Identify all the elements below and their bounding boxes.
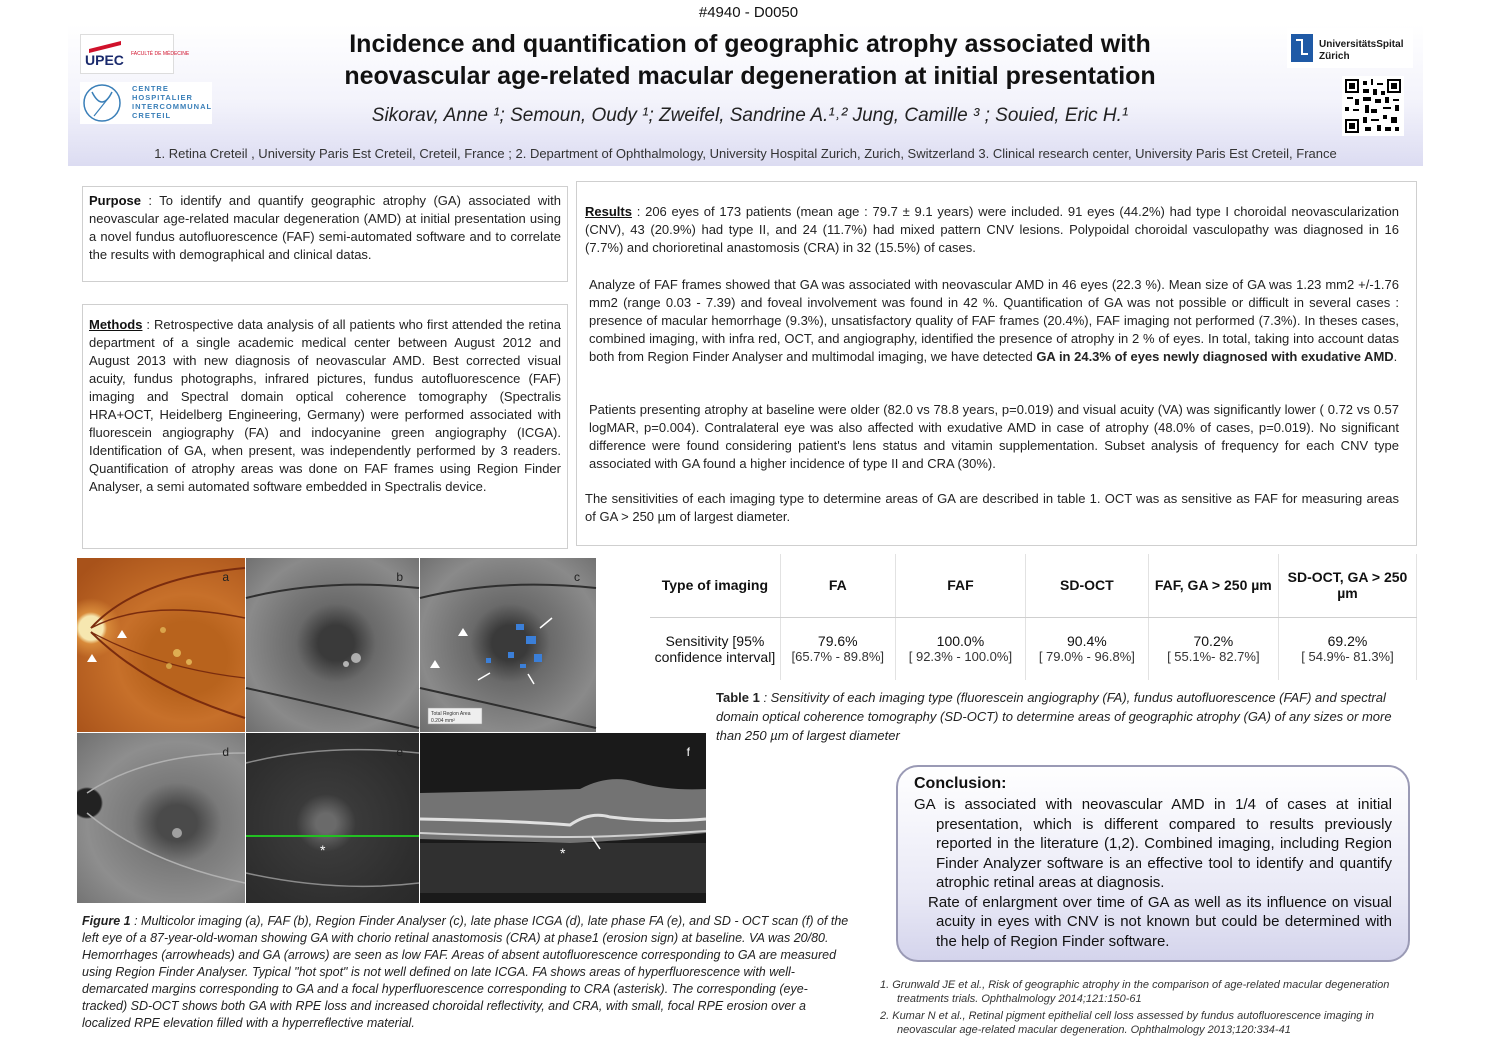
reference-item: 1. Grunwald JE et al., Risk of geographic atrophy in the comparison of age-related macular degeneration treatments trials. Ophthalmology 2014;121:150-61 (880, 979, 1390, 1005)
usz-logo (1287, 28, 1413, 68)
ga-region-overlay (420, 558, 596, 732)
results-text-2-end: . (1393, 349, 1398, 364)
panel-f-sd-oct (420, 733, 706, 903)
sensitivity-value: 79.6% (817, 633, 858, 650)
retina-vessels-e (246, 733, 419, 903)
results-text-1: : 206 eyes of 173 patients (mean age : 79.7 ± 9.1 years) were included. 91 eyes (44.2%) had type I choroidal neovascularization (CNV), 43 (20.9%) had type II, and 24 (11.7%) had mixed pattern CNV lesions. Polypoidal choroidal vasculopathy was diagnosed in 16 (7.7%) and chorioretinal anastomosis (CRA) in 32 (15.5%) of cases. (585, 204, 1399, 255)
table-cell (1278, 617, 1416, 680)
panel-label-b: b (396, 570, 403, 584)
upec-logo-graphic (81, 35, 190, 73)
title-line-2: neovascular age-related macular degeneration at initial presentation (344, 62, 1156, 90)
table-caption-label: Table 1 (716, 690, 760, 705)
title-line-1: Incidence and quantification of geographic atrophy associated with (349, 30, 1151, 58)
figure-caption-text: : Multicolor imaging (a), FAF (b), Region Finder Analyser (c), late phase ICGA (d), late phase FA (e), and SD - OCT scan (f) of the left eye of a 87-year-old-woman showing GA with chorio retinal anastomosis (CRA) at phase1 (erosion sign) at baseline. VA was 20/80. Hemorrhages (arrowheads) and GA (arrows) are seen as low FAF. Areas of absent autofluorescence corresponding to GA are measured using Region Finder Analyser. Typical "hot spot" is not well defined on late ICGA. FA shows areas of hyperfluorescence with well-demarcated margins corresponding to GA and a focal hyperfluorescence corresponding to CRA (asterisk). The corresponding (eye-tracked) SD-OCT shows both GA with RPE loss and increased choroidal reflectivity, and CRA, with small, focal RPE erosion over a localized RPE elevation filled with a hyperreflective material. (82, 914, 849, 1030)
sensitivity-value: 70.2% (1193, 633, 1234, 650)
confidence-interval: [ 92.3% - 100.0%] (908, 649, 1013, 665)
panel-c-region-finder (420, 558, 596, 732)
table-1 (650, 554, 1417, 680)
methods-text: : Retrospective data analysis of all patients who first attended the retina department of a single academic medical center between August 2012 and August 2013 with new diagnosis of neovascular AMD. Best corrected visual acuity, fundus photographs, infrared pictures, fundus autofluorescence (FAF) imaging and Spectral domain optical coherence tomography (Spectralis HRA+OCT, Heidelberg Engineering, Germany) were performed associated with fluorescein angiography (FA) and indocyanine green angiography (ICGA). Identification of GA, when present, was independently performed by 3 readers. Quantification of atrophy areas was done on FAF frames using Region Finder Analyser, a semi automated software embedded in Spectralis device. (89, 317, 561, 494)
confidence-interval: [ 55.1%- 82.7%] (1167, 649, 1260, 665)
results-paragraph-4: The sensitivities of each imaging type to determine areas of GA are described in table 1. OCT was as sensitive as FAF for measuring areas of GA > 250 µm of largest diameter. (585, 491, 1399, 524)
figure-1 (77, 558, 706, 903)
cra-asterisk-f: * (560, 845, 566, 861)
panel-label-d: d (222, 745, 229, 759)
figure-caption-label: Figure 1 (82, 914, 131, 928)
results-highlight: GA in 24.3% of eyes newly diagnosed with exudative AMD (1036, 349, 1394, 364)
sensitivity-table (650, 554, 1417, 680)
references (880, 978, 1418, 1040)
panel-d-icga (77, 733, 245, 903)
oct-scan (420, 733, 706, 903)
retina-vessels-a (77, 558, 245, 732)
panel-label-a: a (222, 570, 229, 584)
poster-id: #4940 - D0050 (698, 4, 799, 21)
usz-logo-graphic (1287, 28, 1413, 68)
figure-1-caption (82, 913, 850, 1032)
methods-heading: Methods (89, 317, 143, 332)
col-header: SD-OCT (1026, 554, 1149, 617)
panel-b-faf (246, 558, 419, 732)
purpose-text: : To identify and quantify geographic atrophy (GA) associated with neovascular age-related macular degeneration (AMD) at initial presentation using a novel fundus autofluorescence (FAF) semi-automated software and to correlate the results with demographical and clinical datas. (89, 193, 561, 262)
table-1-caption (716, 688, 1406, 745)
upec-logo-text: UPEC (85, 52, 124, 68)
conclusion-title: Conclusion: (914, 775, 1007, 792)
upec-logo-sub: FACULTÉ DE MÉDECINE (131, 51, 190, 57)
panel-a-multicolor (77, 558, 245, 732)
table-row (650, 617, 1417, 680)
confidence-interval: [ 79.0% - 96.8%] (1038, 649, 1135, 665)
conclusion-box (896, 765, 1410, 962)
conclusion-paragraph-1: GA is associated with neovascular AMD in 1/4 of cases at initial presentation, which is different compared to results previously reported in the literature (1,2). Combined imaging, including Region Finder Analyzer software is an effective tool to identify and quantify atrophic retinal areas at diagnosis. (914, 796, 1392, 891)
chic-logo (80, 82, 212, 124)
chic-logo-text: CENTRE HOSPITALIER INTERCOMMUNAL CRETEIL (132, 84, 212, 120)
upec-logo (80, 34, 190, 74)
col-header: FA (780, 554, 895, 617)
table-cell (780, 617, 895, 680)
usz-logo-line1: UniversitätsSpital (1319, 39, 1404, 50)
region-area-value: 0.204 mm² (431, 718, 455, 724)
sensitivity-value: 69.2% (1327, 633, 1368, 650)
author-list: Sikorav, Anne ¹; Semoun, Oudy ¹; Zweifel, Sandrine A.¹˒² Jung, Camille ³ ; Souied, Eric H.¹ (371, 105, 1129, 126)
results-paragraph-1 (585, 203, 1399, 257)
panel-label-f: f (686, 745, 690, 759)
confidence-interval: [ 54.9%- 81.3%] (1301, 649, 1394, 665)
col-header: FAF (895, 554, 1025, 617)
region-area-label: Total Region Area (431, 711, 471, 717)
panel-label-c: c (574, 570, 580, 584)
sensitivity-value: 100.0% (936, 633, 985, 650)
sensitivity-value: 90.4% (1067, 633, 1107, 650)
purpose-heading: Purpose (89, 193, 142, 208)
retina-vessels-d (77, 733, 245, 903)
row-label: Sensitivity [95% confidence interval] (650, 617, 780, 680)
retina-vessels-b (246, 558, 419, 732)
purpose-paragraph (89, 192, 561, 264)
cra-asterisk-e: * (320, 842, 326, 858)
usz-logo-line2: Zürich (1319, 51, 1350, 62)
table-cell (895, 617, 1025, 680)
chic-logo-graphic (80, 82, 212, 124)
table-cell (1148, 617, 1278, 680)
qr-code[interactable] (1342, 76, 1404, 136)
methods-paragraph (89, 316, 561, 496)
col-header: SD-OCT, GA > 250 µm (1278, 554, 1416, 617)
col-header: FAF, GA > 250 µm (1148, 554, 1278, 617)
results-text-2: Analyze of FAF frames showed that GA was associated with neovascular AMD in 46 eyes (22.3 %). Mean size of GA was 1.23 mm2 +/-1.76 mm2 (range 0.03 - 7.39) and foveal involvement was found in 42 %. Quantification of GA was not possible or difficult in several cases : presence of macular hemorrhage (9.3%), unsatisfactory quality of FAF frames (20.4%), FAF imaging not performed (7.3%). In theses cases, combined imaging, with infra red, OCT, and angiography, identified the presence of atrophy in 2 % of eyes. In total, taking into account datas both from Region Finder Analyser and multimodal imaging, we have detected (589, 277, 1399, 364)
methods-section (82, 304, 568, 549)
results-paragraph-3: Patients presenting atrophy at baseline were older (82.0 vs 78.8 years, p=0.019) and visual acuity (VA) was significantly lower ( 0.72 vs 0.57 logMAR, p=0.004). Contralateral eye was also affected with exudative AMD in case of atrophy (48.0% of cases, p=0.019). No significant difference were found considering patient's lens status and vitamin supplementation. Subset analysis of frequency for each CNV type associated with GA found a higher incidence of type II and CRA (30%). (589, 402, 1399, 471)
results-paragraph-2 (589, 276, 1399, 366)
col-header: Type of imaging (650, 554, 780, 617)
purpose-section (82, 186, 568, 282)
conclusion-paragraph-2: Rate of enlargment over time of GA as well as its influence on visual acuity in eyes with CNV is not known but could be determined with the help of Region Finder software. (928, 893, 1392, 950)
results-section (576, 181, 1417, 546)
qr-code-graphic (1345, 79, 1401, 133)
table-caption-text: : Sensitivity of each imaging type (fluorescein angiography (FA), fundus autofluorescence (FAF) and spectral domain optical coherence tomography (SD-OCT) to determine areas of geographic atrophy (GA) of any sizes or more than 250 µm of largest diameter (716, 690, 1392, 743)
poster-title (240, 28, 1260, 92)
panel-e-fa (246, 733, 419, 903)
affiliations: 1. Retina Creteil , University Paris Est Creteil, Creteil, France ; 2. Department of Ophthalmology, University Hospital Zurich, Zurich, Switzerland 3. Clinical research center, University Paris Est Creteil, France (154, 146, 1337, 161)
confidence-interval: [65.7% - 89.8%] (791, 649, 885, 665)
table-cell (1026, 617, 1149, 680)
reference-item: 2. Kumar N et al., Retinal pigment epithelial cell loss assessed by fundus autofluorescence imaging in neovascular age-related macular degeneration. Ophthalmology 2013;120:334-41 (880, 1010, 1375, 1036)
table-header-row (650, 554, 1417, 617)
results-heading: Results (585, 204, 632, 219)
panel-label-e: e (396, 745, 403, 759)
